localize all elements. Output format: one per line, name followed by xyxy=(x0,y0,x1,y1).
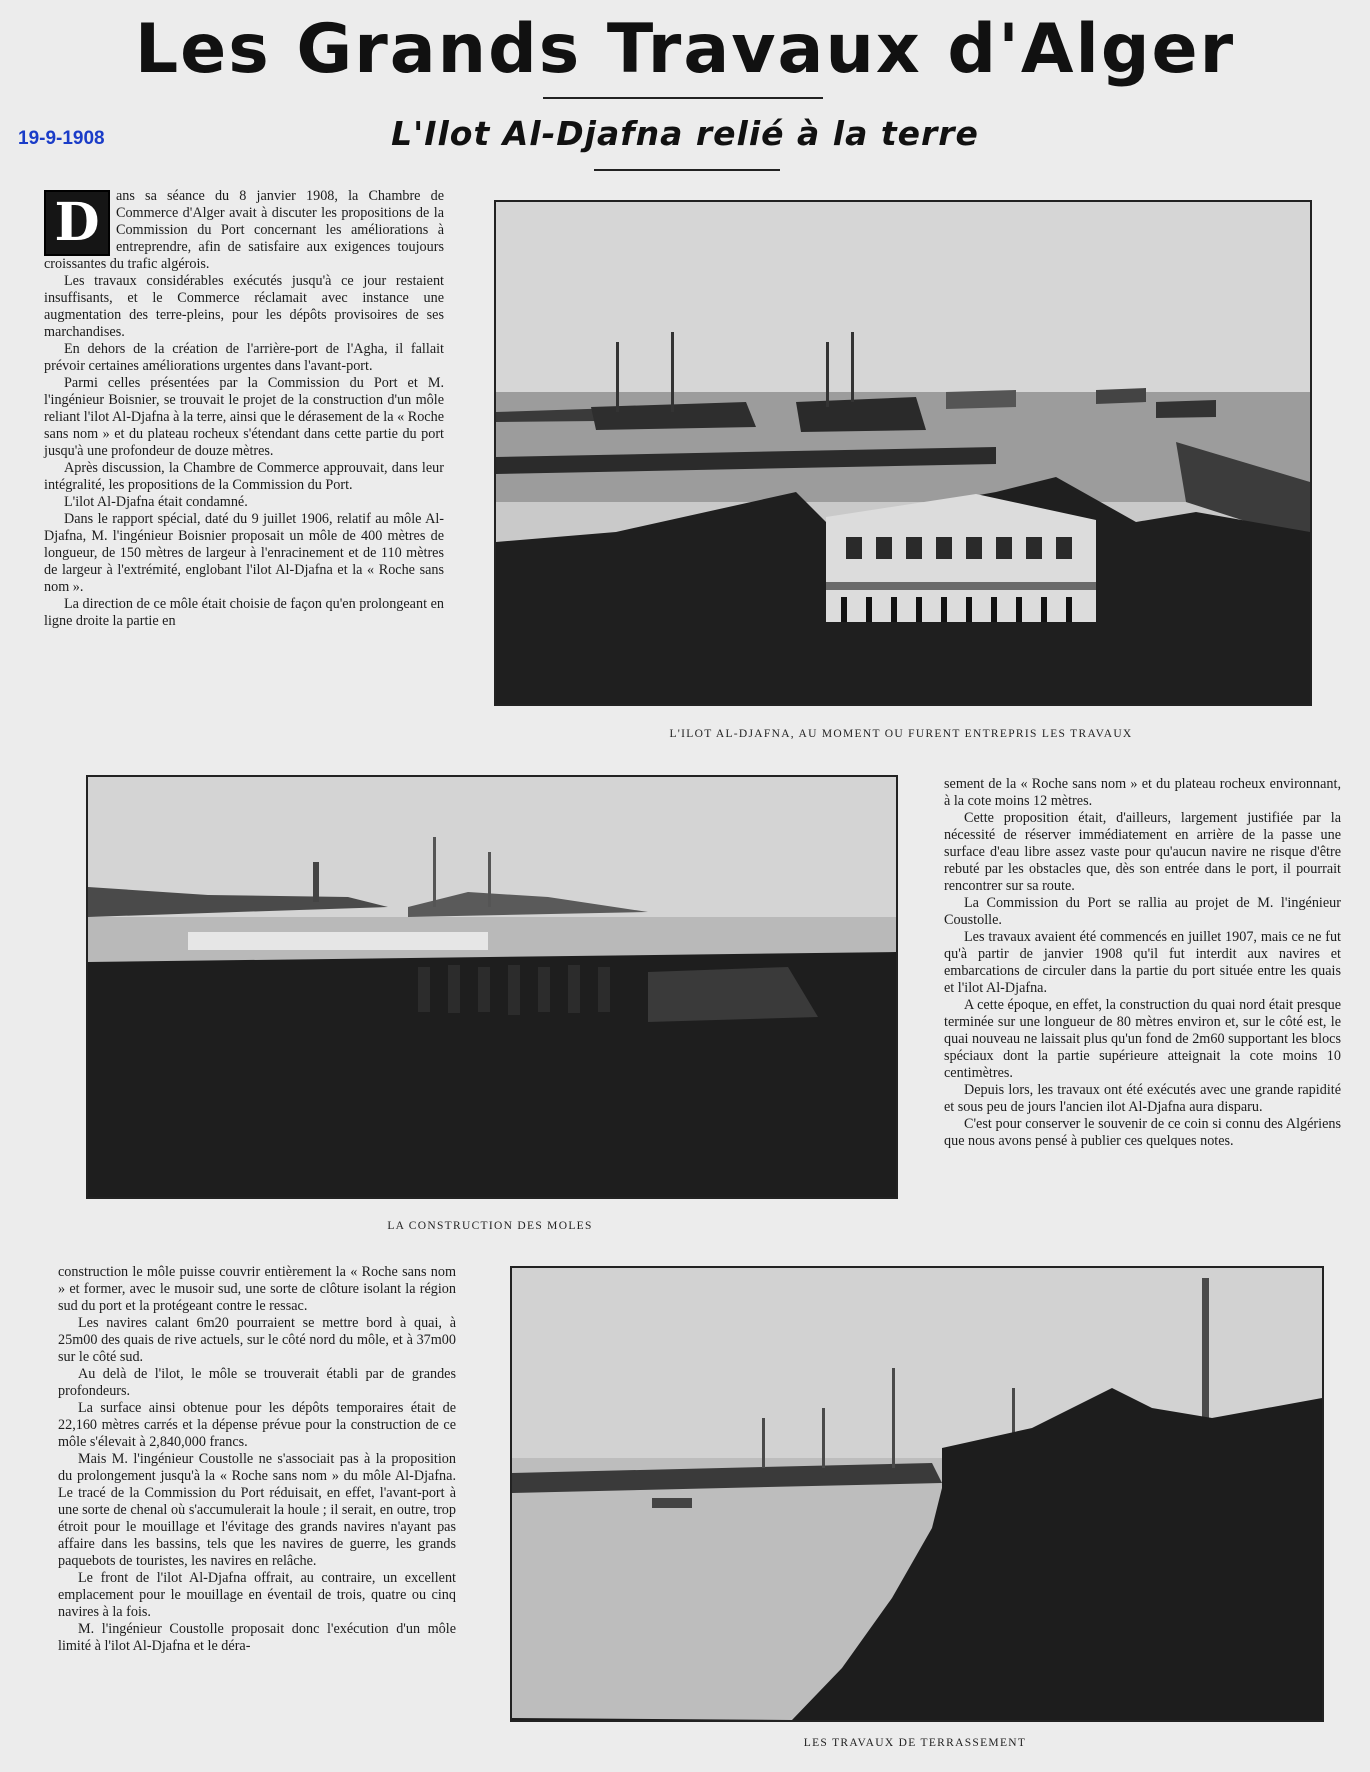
article-column-1 xyxy=(44,188,444,630)
paragraph: Après discussion, la Chambre de Commerce approuvait, dans leur intégralité, les propositions de la Commission du Port. xyxy=(44,460,444,493)
photo-1-caption: L'ILOT AL-DJAFNA, AU MOMENT OU FURENT ENTREPRIS LES TRAVAUX xyxy=(669,728,1133,740)
paragraph: M. l'ingénieur Coustolle proposait donc l'exécution d'un môle limité à l'ilot Al-Djafna et le déra- xyxy=(58,1621,456,1654)
paragraph: Parmi celles présentées par la Commission du Port et M. l'ingénieur Boisnier, se trouvait le projet de la construction d'un môle reliant l'ilot Al-Djafna à la terre, ainsi que le dérasement de la « Roche sans nom » et du plateau rocheux s'étendant dans cette partie du port jusqu'à une profondeur de douze mètres. xyxy=(44,375,444,459)
paragraph: Depuis lors, les travaux ont été exécutés avec une grande rapidité et sous peu de jours l'ancien ilot Al-Djafna aura disparu. xyxy=(944,1082,1341,1115)
article-column-2 xyxy=(58,1264,456,1655)
moles-photo-image xyxy=(88,777,896,1197)
paragraph: Les travaux considérables exécutés jusqu'à ce jour restaient insuffisants, et le Commerce réclamait avec instance une augmentation des terre-pleins, pour les dépôts provisoires de ses marchandises. xyxy=(44,273,444,340)
paragraph: La direction de ce môle était choisie de façon qu'en prolongeant en ligne droite la partie en xyxy=(44,596,444,629)
photo-3-caption: LES TRAVAUX DE TERRASSEMENT xyxy=(803,1737,1027,1749)
paragraph: Au delà de l'ilot, le môle se trouverait établi par de grandes profondeurs. xyxy=(58,1366,456,1399)
paragraph: A cette époque, en effet, la construction du quai nord était presque terminée sur une longueur de 80 mètres environ et, sur le côté est, le quai nouveau ne laissait plus qu'un fond de 2m60 supportant les blocs spéciaux dont la partie supérieure atteignait la cote moins 10 centimètres. xyxy=(944,997,1341,1081)
subtitle-rule xyxy=(594,169,780,171)
photo-2-caption: LA CONSTRUCTION DES MOLES xyxy=(387,1220,593,1232)
paragraph: L'ilot Al-Djafna était condamné. xyxy=(64,494,248,510)
paragraph: Les navires calant 6m20 pourraient se mettre bord à quai, à 25m00 des quais de rive actuels, sur le côté nord du môle, et à 37m00 sur le côté sud. xyxy=(58,1315,456,1365)
dropcap-letter: D xyxy=(44,190,110,256)
paragraph: ans sa séance du 8 janvier 1908, la Chambre de Commerce d'Alger avait à discuter les propositions de la Commission du Port concernant les améliorations à entreprendre, afin de satisfaire aux exigences toujours croissantes du trafic algérois. xyxy=(44,188,444,272)
title-rule xyxy=(543,97,823,99)
subtitle: L'Ilot Al-Djafna relié à la terre xyxy=(391,114,979,153)
photo-construction-des-moles xyxy=(86,775,898,1199)
article-column-3 xyxy=(944,776,1341,1150)
paragraph: C'est pour conserver le souvenir de ce coin si connu des Algériens que nous avons pensé à publier ces quelques notes. xyxy=(944,1116,1341,1149)
paragraph: construction le môle puisse couvrir entièrement la « Roche sans nom » et former, avec le musoir sud, une sorte de clôture isolant la région sud du port et la protégeant contre le ressac. xyxy=(58,1264,456,1314)
paragraph: La surface ainsi obtenue pour les dépôts temporaires était de 22,160 mètres carrés et la dépense prévue pour la construction de ce môle s'élevait à 2,840,000 francs. xyxy=(58,1400,456,1450)
paragraph: Mais M. l'ingénieur Coustolle ne s'associait pas à la proposition du prolongement jusqu'à la « Roche sans nom » du môle Al-Djafna. Le tracé de la Commission du Port réduisait, en effet, l'avant-port à une sorte de chenal où s'accumulerait la houle ; il serait, en outre, trop étroit pour le mouillage et l'évitage des grands navires n'ayant pas affaire dans les bassins, tels que les navires de guerre, les grands paquebots de touristes, les navires en relâche. xyxy=(58,1451,456,1569)
paragraph: Dans le rapport spécial, daté du 9 juillet 1906, relatif au môle Al-Djafna, M. l'ingénieur Boisnier proposait un môle de 400 mètres de longueur, de 150 mètres de largeur à l'enracinement et de 110 mètres de largeur à l'extrémité, englobant l'ilot Al-Djafna et la « Roche sans nom ». xyxy=(44,511,444,595)
paragraph: Les travaux avaient été commencés en juillet 1907, mais ce ne fut qu'à partir de janvier 1908 qu'il fut interdit aux navires et embarcations de circuler dans la partie du port située entre les quais et l'ilot Al-Djafna. xyxy=(944,929,1341,996)
paragraph: Cette proposition était, d'ailleurs, largement justifiée par la nécessité de réserver immédiatement en arrière de la passe une surface d'eau libre assez vaste pour qu'aucun navire ne risque d'être rebuté par les obstacles que, dès son entrée dans le port, il pourrait rencontrer sur sa route. xyxy=(944,810,1341,894)
page-title: Les Grands Travaux d'Alger xyxy=(134,10,1236,89)
paragraph: La Commission du Port se rallia au projet de M. l'ingénieur Coustolle. xyxy=(944,895,1341,928)
paragraph: En dehors de la création de l'arrière-port de l'Agha, il fallait prévoir certaines améliorations urgentes dans l'avant-port. xyxy=(44,341,444,374)
photo-travaux-de-terrassement xyxy=(510,1266,1324,1722)
photo-ilot-al-djafna xyxy=(494,200,1312,706)
harbor-photo-image xyxy=(496,202,1310,704)
paragraph: sement de la « Roche sans nom » et du plateau rocheux environnant, à la cote moins 12 mètres. xyxy=(944,776,1341,809)
date-stamp: 19-9-1908 xyxy=(18,128,105,149)
paragraph: Le front de l'ilot Al-Djafna offrait, au contraire, un excellent emplacement pour le mouillage en éventail de trois, quatre ou cinq navires à la fois. xyxy=(58,1570,456,1620)
terrassement-photo-image xyxy=(512,1268,1322,1720)
